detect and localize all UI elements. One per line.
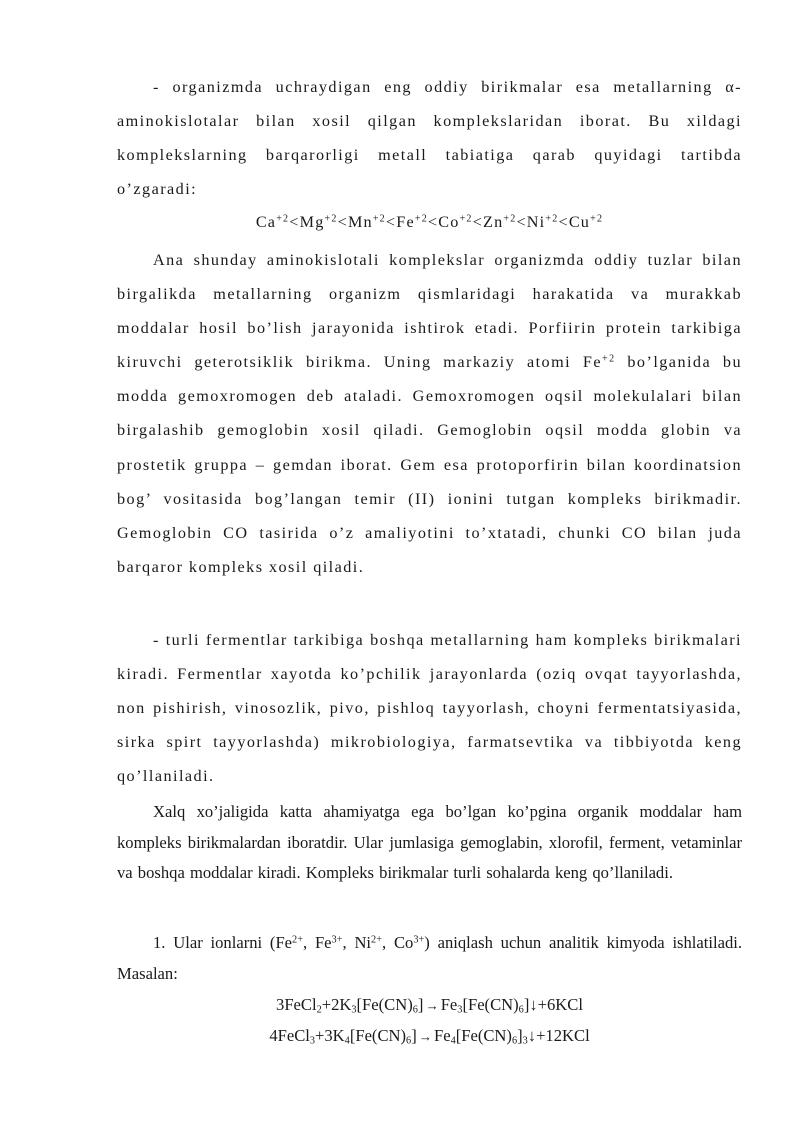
text-segment: , Co <box>382 933 414 952</box>
equation-subscript: 6 <box>406 1035 412 1047</box>
series-element: Zn <box>482 213 504 231</box>
series-separator: < <box>516 213 527 231</box>
equation-subscript: 4 <box>344 1035 350 1047</box>
equation-term: 3FeCl <box>276 995 317 1014</box>
series-charge: +2 <box>545 213 559 225</box>
equation-term: ] <box>417 995 424 1014</box>
series-separator: < <box>558 213 569 231</box>
reaction-arrow: → <box>418 1029 432 1044</box>
paragraph-text: Xalq xo’jaligida katta ahamiyatga ega bo’lgan ko’pgina organik moddalar ham kompleks birikmalardan iboratdir. Ular jumlasiga gemoglabin, xlorofil, ferment, vetaminlar va boshqa moddalar kiradi. Kompleks birikmalar turli sohalarda keng qo’llaniladi. <box>117 802 742 883</box>
equation-subscript: 3 <box>522 1035 528 1047</box>
charge: 2+ <box>371 934 382 946</box>
series-separator: < <box>427 213 439 231</box>
series-element: Ni <box>526 213 546 231</box>
paragraph-analytical-chemistry <box>117 928 742 989</box>
series-charge: +2 <box>590 213 604 225</box>
series-element: Fe <box>396 213 415 231</box>
series-charge: +2 <box>372 213 386 225</box>
paragraph-complex-compounds <box>117 797 742 889</box>
series-charge: +2 <box>276 213 290 225</box>
text-segment: , Ni <box>342 933 372 952</box>
equation-term: [Fe(CN) <box>349 1026 407 1045</box>
series-charge: +2 <box>324 213 338 225</box>
charge: 2+ <box>292 934 303 946</box>
iron-charge: +2 <box>601 353 616 365</box>
paragraph-text: - turli fermentlar tarkibiga boshqa metallarning ham kompleks birikmalari kiradi. Fermentlar xayotda ko’pchilik jarayonlarda (oziq ovqat tayyorlashda, non pishirish, vinosozlik, pivo, pishloq tayyorlash, choyni fermentatsiyasida, sirka spirt tayyorlashda) mikrobiologiya, farmatsevtika va tibbiyotda keng qo’llaniladi. <box>117 631 742 786</box>
equation-subscript: 6 <box>518 1004 524 1016</box>
series-element: Mn <box>347 213 373 231</box>
paragraph-enzymes <box>117 623 742 793</box>
text-segment: ) aniqlash uchun analitik kimyoda ishlatiladi. Masalan: <box>117 933 743 983</box>
equation-2 <box>117 1024 742 1049</box>
equation-term: [Fe(CN) <box>356 995 413 1014</box>
equation-subscript: 6 <box>412 1004 418 1016</box>
equation-subscript: 6 <box>511 1035 518 1047</box>
series-separator: < <box>472 213 483 231</box>
equation-subscript: 2 <box>316 1004 322 1016</box>
charge: 3+ <box>331 934 343 946</box>
equation-term: ]↓+6KCl <box>523 995 583 1014</box>
paragraph-hemoglobin <box>117 243 742 584</box>
text-segment: 1. Ular ionlarni (Fe <box>153 933 293 952</box>
equation-1 <box>117 993 742 1018</box>
equation-term: [Fe(CN) <box>455 1026 512 1045</box>
paragraph-text-continued: bo’lganida bu modda gemoxromogen deb ataladi. Gemoxromogen oqsil molekulalari bilan birgalashib gemoglobin xosil qiladi. Gemoglobin oqsil modda globin va prostetik gruppa – gemdan iborat. Gem esa protoporfirin bilan koordinatsion bog’ vositasida bog’langan temir (II) ionini tutgan kompleks birikmadir. Gemoglobin CO tasirida o’z amaliyotini to’xtatadi, chunki CO bilan juda barqaror kompleks xosil qiladi. <box>117 353 743 576</box>
stability-series <box>117 210 742 234</box>
series-element: Co <box>438 213 460 231</box>
text-segment: , Fe <box>303 933 332 952</box>
equation-term: 4FeCl <box>269 1026 310 1045</box>
charge: 3+ <box>413 934 425 946</box>
equation-term: +3K <box>315 1026 345 1045</box>
series-charge: +2 <box>414 213 428 225</box>
series-charge: +2 <box>503 213 517 225</box>
equation-subscript: 3 <box>351 1004 357 1016</box>
series-element: Cu <box>568 213 591 231</box>
equation-term: ↓+12KCl <box>527 1026 590 1045</box>
equation-term: +2K <box>321 995 352 1014</box>
paragraph-amino-acid-complexes <box>117 70 742 206</box>
reaction-arrow: → <box>425 998 439 1013</box>
equation-subscript: 4 <box>450 1035 456 1047</box>
series-separator: < <box>385 213 397 231</box>
series-element: Ca <box>255 213 277 231</box>
paragraph-text: - organizmda uchraydigan eng oddiy birikmalar esa metallarning α- aminokislotalar bilan xosil qilgan komplekslaridan iborat. Bu xildagi komplekslarning barqarorligi metall tabiatiga qarab quyidagi tartibda o’zgaradi: <box>117 78 742 199</box>
equation-subscript: 3 <box>309 1035 316 1047</box>
equation-term: Fe <box>433 1026 451 1045</box>
equation-term: ] <box>517 1026 523 1045</box>
series-separator: < <box>337 213 348 231</box>
equation-term: [Fe(CN) <box>462 995 519 1014</box>
equation-term: ] <box>411 1026 417 1045</box>
paragraph-text: Ana shunday aminokislotali komplekslar organizmda oddiy tuzlar bilan birgalikda metallarning organizm qismlaridagi harakatida va murakkab moddalar hosil bo’lish jarayonida ishtirok etadi. Porfiirin protein tarkibiga kiruvchi geterotsiklik birikma. Uning markaziy atomi <box>117 251 742 372</box>
iron-symbol: Fe <box>582 353 602 372</box>
series-element: Mg <box>299 213 325 231</box>
equation-subscript: 3 <box>457 1004 463 1016</box>
equation-term: Fe <box>440 995 458 1014</box>
series-charge: +2 <box>459 213 473 225</box>
series-separator: < <box>289 213 300 231</box>
